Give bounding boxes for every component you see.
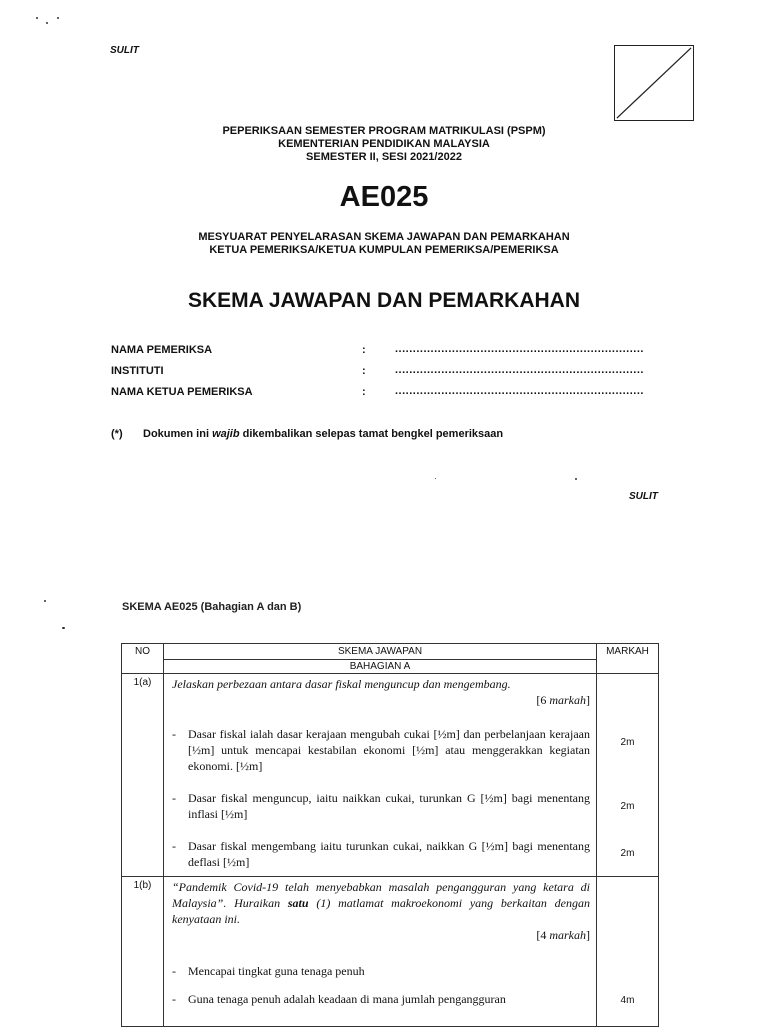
mark-value: 2m: [620, 848, 635, 859]
scan-speck: [62, 627, 65, 629]
note-marker: (*): [111, 428, 123, 440]
col-header-marks: MARKAH: [597, 644, 659, 674]
answer-scheme-cell: [164, 877, 597, 1027]
scan-speck: [575, 478, 577, 480]
field-colon: :: [362, 386, 366, 398]
note-text-post: dikembalikan selepas tamat bengkel pemeriksaan: [239, 428, 504, 440]
field-fill-examiner: ......................................................................: [395, 343, 644, 355]
diagonal-line-icon: [615, 46, 693, 120]
question-text-post: (1) matlamat makroekonomi yang berkaitan dengan kenyataan ini.: [172, 896, 590, 926]
scan-speck: [57, 17, 59, 19]
table-row: [122, 674, 659, 877]
marks-open: [6: [536, 693, 550, 707]
note-text-pre: Dokumen ini: [143, 428, 213, 440]
meeting-line-1: MESYUARAT PENYELARASAN SKEMA JAWAPAN DAN PEMARKAHAN: [198, 231, 570, 243]
answer-scheme-cell: [164, 674, 597, 877]
list-item: [172, 790, 590, 822]
section-label: BAHAGIAN A: [164, 660, 597, 674]
bullet-dash: -: [172, 791, 176, 805]
bullet-dash: -: [172, 727, 176, 741]
col-header-no: NO: [122, 644, 164, 674]
field-fill-institution: ......................................................................: [395, 364, 644, 376]
bullet-dash: -: [172, 992, 176, 1006]
course-code: AE025: [339, 181, 429, 213]
bullet-text: Dasar fiskal menguncup, iaitu naikkan cukai, turunkan G [½m] bagi menentang inflasi [½m]: [188, 791, 590, 821]
bullet-text: Guna tenaga penuh adalah keadaan di mana jumlah pengangguran: [188, 992, 506, 1006]
marks-close: ]: [586, 693, 590, 707]
question-text: Jelaskan perbezaan antara dasar fiskal menguncup dan mengembang.: [172, 677, 511, 691]
semester-session: SEMESTER II, SESI 2021/2022: [306, 151, 462, 163]
question-marks: [172, 692, 590, 708]
marks-word: markah: [549, 693, 586, 707]
question-text-pre: “Pandemik Covid-19 telah menyebabkan masalah pengangguran yang ketara di Malaysia”. Huraikan: [172, 880, 590, 910]
table-row: [122, 877, 659, 1027]
sulit-label-bottom: SULIT: [629, 491, 658, 502]
field-colon: :: [362, 365, 366, 377]
table-header-row: [122, 644, 659, 660]
field-label-examiner: NAMA PEMERIKSA: [111, 344, 213, 356]
scan-speck: [46, 22, 48, 24]
marks-cell: [597, 877, 659, 1027]
marks-close: ]: [586, 928, 590, 942]
note-text-emphasis: wajib: [212, 428, 240, 440]
field-colon: :: [362, 344, 366, 356]
field-label-chief-examiner: NAMA KETUA PEMERIKSA: [111, 386, 253, 398]
sulit-label-top: SULIT: [110, 45, 139, 56]
list-item: [172, 838, 590, 870]
scan-speck: [36, 17, 38, 19]
col-header-scheme: SKEMA JAWAPAN: [164, 644, 597, 660]
list-item: [172, 726, 590, 774]
marks-open: [4: [536, 928, 550, 942]
list-item: [172, 991, 590, 1007]
scan-speck: [435, 478, 436, 479]
return-notice: [111, 428, 503, 440]
mark-value: 4m: [620, 995, 635, 1006]
meeting-line-2: KETUA PEMERIKSA/KETUA KUMPULAN PEMERIKSA/PEMERIKSA: [209, 244, 559, 256]
exam-name: PEPERIKSAAN SEMESTER PROGRAM MATRIKULASI (PSPM): [222, 125, 546, 137]
bullet-text: Mencapai tingkat guna tenaga penuh: [188, 964, 365, 978]
field-label-institution: INSTITUTI: [111, 365, 164, 377]
page-title: SKEMA JAWAPAN DAN PEMARKAHAN: [187, 289, 581, 312]
question-marks: [172, 927, 590, 943]
bullet-text: Dasar fiskal mengembang iaitu turunkan cukai, naikkan G [½m] bagi menentang deflasi [½m]: [188, 839, 590, 869]
marking-box: [614, 45, 694, 121]
bullet-dash: -: [172, 964, 176, 978]
field-fill-chief-examiner: ......................................................................: [395, 385, 644, 397]
scheme-table: [121, 643, 659, 1027]
bullet-dash: -: [172, 839, 176, 853]
question-number: 1(b): [122, 877, 164, 1027]
scan-speck: [44, 600, 46, 602]
marks-cell: [597, 674, 659, 877]
ministry-name: KEMENTERIAN PENDIDIKAN MALAYSIA: [278, 138, 490, 150]
question-text: [172, 879, 590, 927]
marks-word: markah: [549, 928, 586, 942]
mark-value: 2m: [620, 737, 635, 748]
question-text-bold: satu: [287, 896, 309, 910]
question-number: 1(a): [122, 674, 164, 877]
scheme-title: SKEMA AE025 (Bahagian A dan B): [122, 601, 302, 613]
list-item: [172, 963, 590, 979]
bullet-text: Dasar fiskal ialah dasar kerajaan mengubah cukai [½m] dan perbelanjaan kerajaan [½m] untuk mencapai kestabilan ekonomi [½m] atau menggerakkan kegiatan ekonomi. [½m]: [188, 727, 590, 773]
section-row: [122, 660, 659, 674]
mark-value: 2m: [620, 801, 635, 812]
